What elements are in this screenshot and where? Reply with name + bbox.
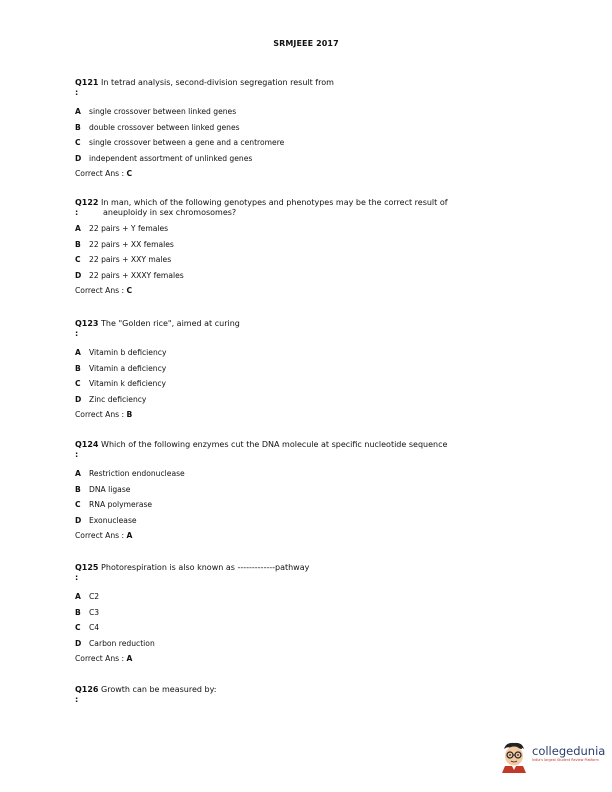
question-block [75, 318, 515, 423]
option-a: A single crossover between linked genes [75, 107, 237, 116]
options-list [75, 104, 515, 166]
question-number: Q123 [75, 319, 99, 328]
question-colon: : [75, 329, 79, 338]
option-a: A Vitamin b deficiency [75, 348, 167, 357]
option-b: B C3 [75, 607, 100, 617]
option-a: A 22 pairs + Y females [75, 224, 169, 233]
options-list [75, 221, 515, 283]
option-a: A C2 [75, 592, 100, 601]
question-text: In tetrad analysis, second-division segregation result from [101, 78, 334, 87]
question-colon: : [75, 88, 79, 97]
question-line [75, 318, 515, 329]
correct-answer: Correct Ans : C [75, 286, 133, 295]
options-list [75, 589, 515, 651]
logo-tagline: India's largest Student Review Platform [532, 758, 599, 762]
options-list [75, 466, 515, 528]
correct-answer: Correct Ans : B [75, 410, 133, 419]
question-colon: : [75, 450, 79, 459]
question-block [75, 197, 515, 299]
option-d: D 22 pairs + XXXY females [75, 270, 184, 280]
option-d: D Carbon reduction [75, 638, 155, 648]
question-line [75, 77, 515, 88]
question-line [75, 562, 515, 573]
option-d: D independent assortment of unlinked genes [75, 153, 253, 163]
option-b: B DNA ligase [75, 484, 131, 494]
question-colon: : [75, 573, 79, 582]
question-number: Q122 [75, 198, 99, 207]
question-number: Q121 [75, 78, 99, 87]
option-b: B 22 pairs + XX females [75, 239, 174, 249]
option-c: C single crossover between a gene and a centromere [75, 138, 285, 147]
option-c: C 22 pairs + XXY males [75, 255, 172, 264]
option-c: C C4 [75, 623, 100, 632]
option-c: C Vitamin k deficiency [75, 379, 167, 388]
options-list [75, 345, 515, 407]
collegedunia-logo [500, 741, 605, 777]
question-line [75, 684, 515, 695]
question-text: Photorespiration is also known as -------------pathway [101, 563, 310, 572]
question-number: Q125 [75, 563, 99, 572]
correct-answer: Correct Ans : A [75, 531, 133, 540]
option-c: C RNA polymerase [75, 500, 153, 509]
question-block [75, 77, 515, 182]
question-block [75, 439, 515, 544]
option-b: B Vitamin a deficiency [75, 363, 167, 373]
student-mascot-icon [500, 741, 528, 777]
logo-name: collegedunia [532, 744, 606, 758]
question-colon: : [75, 695, 79, 704]
question-number: Q126 [75, 685, 99, 694]
option-a: A Restriction endonuclease [75, 469, 185, 478]
question-text: The "Golden rice", aimed at curing [101, 319, 240, 328]
option-d: D Exonuclease [75, 515, 137, 525]
option-b: B double crossover between linked genes [75, 122, 240, 132]
question-text: Growth can be measured by: [101, 685, 217, 694]
question-text: Which of the following enzymes cut the DNA molecule at specific nucleotide sequence [101, 440, 448, 449]
question-block [75, 562, 515, 667]
correct-answer: Correct Ans : C [75, 169, 133, 178]
question-text: In man, which of the following genotypes and phenotypes may be the correct result of [101, 198, 448, 207]
question-continuation: : aneuploidy in sex chromosomes? [75, 208, 237, 217]
question-line [75, 197, 515, 208]
page-title: SRMJEEE 2017 [273, 39, 339, 48]
question-number: Q124 [75, 440, 99, 449]
question-block [75, 684, 515, 704]
question-line [75, 439, 515, 450]
correct-answer: Correct Ans : A [75, 654, 133, 663]
option-d: D Zinc deficiency [75, 394, 147, 404]
